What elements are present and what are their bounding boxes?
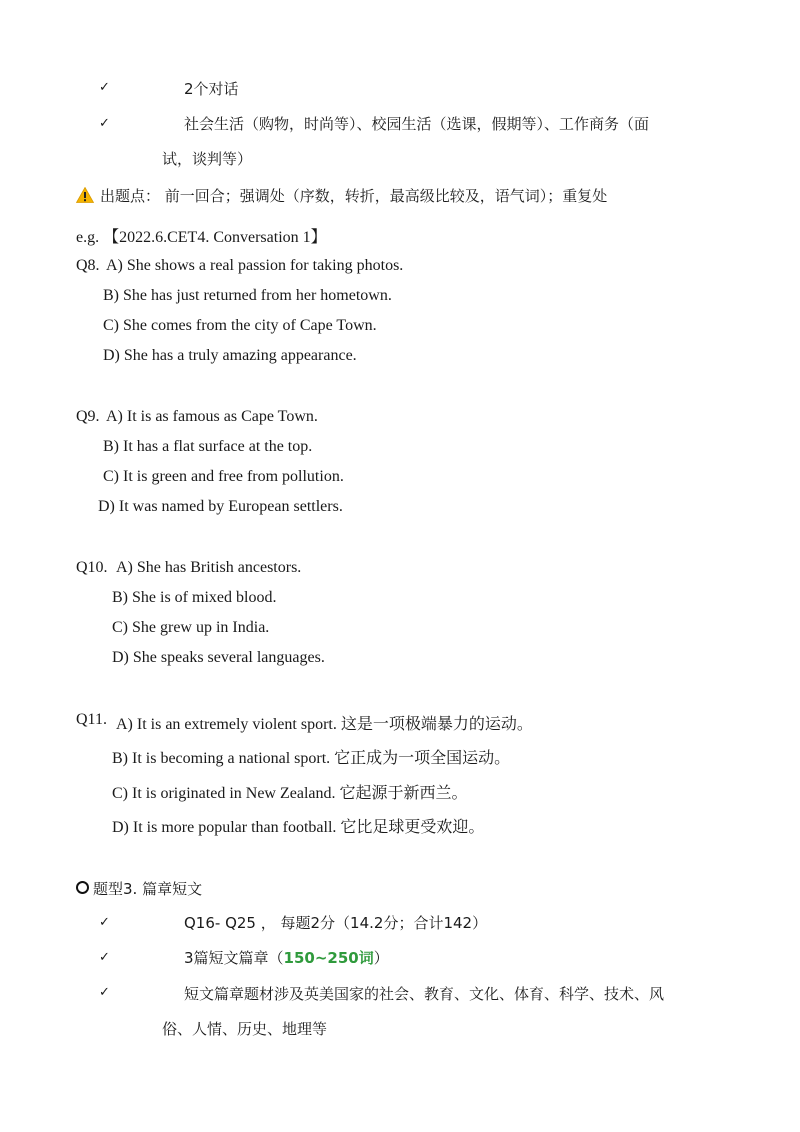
warning-icon <box>76 187 94 203</box>
check-mark-icon: ✓ <box>99 116 110 131</box>
option-text: D) It is more popular than football. 它比足球更受欢迎。 <box>112 819 485 836</box>
option-text: D) It was named by European settlers. <box>98 498 343 515</box>
bullet-text: 短文篇章题材涉及英美国家的社会、教育、文化、体育、科学、技术、风 <box>184 985 665 1003</box>
question-number: Q8. <box>76 257 100 274</box>
option-text: C) She comes from the city of Cape Town. <box>103 317 377 334</box>
option-text: A) She shows a real passion for taking photos. <box>106 257 404 274</box>
bullet-text-after: ） <box>373 949 389 967</box>
example-heading: e.g. 【2022.6.CET4. Conversation 1】 <box>76 229 327 246</box>
option-text: D) She has a truly amazing appearance. <box>103 347 357 364</box>
option-text: A) It is an extremely violent sport. 这是一项极端暴力的运动。 <box>116 716 533 733</box>
option-text: A) It is as famous as Cape Town. <box>106 408 318 425</box>
option-text: B) It has a flat surface at the top. <box>103 438 313 455</box>
option-text: B) She has just returned from her hometown. <box>103 287 392 304</box>
word-count-highlight: 150~250词 <box>283 949 374 967</box>
section-heading-text: 题型3. 篇章短文 <box>93 880 203 898</box>
bullet-continuation: 试，谈判等） <box>162 150 253 168</box>
question-number: Q11. <box>76 711 107 728</box>
bullet-text: Q16- Q25 ， 每题2分（14.2分；合计142） <box>184 914 488 932</box>
option-text: D) She speaks several languages. <box>112 649 325 666</box>
check-mark-icon: ✓ <box>99 915 110 930</box>
option-text: C) It is originated in New Zealand. 它起源于新西兰。 <box>112 785 468 802</box>
question-number: Q9. <box>76 408 100 425</box>
bullet-text: 2个对话 <box>184 80 239 98</box>
option-text: C) It is green and free from pollution. <box>103 468 344 485</box>
bullet-text <box>184 947 389 968</box>
check-mark-icon: ✓ <box>99 80 110 95</box>
test-points-line <box>76 185 607 206</box>
bullet-text: 社会生活（购物，时尚等）、校园生活（选课，假期等）、工作商务（面 <box>184 115 650 133</box>
option-text: B) It is becoming a national sport. 它正成为一项全国运动。 <box>112 750 511 767</box>
bullet-continuation: 俗、人情、历史、地理等 <box>162 1020 328 1038</box>
section-heading <box>76 878 202 899</box>
question-number: Q10. <box>76 559 108 576</box>
check-mark-icon: ✓ <box>99 985 110 1000</box>
circle-bullet-icon <box>76 881 89 894</box>
test-points-text: 出题点： 前一回合；强调处（序数，转折，最高级比较及，语气词）；重复处 <box>100 187 608 205</box>
option-text: B) She is of mixed blood. <box>112 589 277 606</box>
option-text: A) She has British ancestors. <box>116 559 302 576</box>
option-text: C) She grew up in India. <box>112 619 270 636</box>
check-mark-icon: ✓ <box>99 950 110 965</box>
bullet-text-before: 3篇短文篇章（ <box>184 949 284 967</box>
